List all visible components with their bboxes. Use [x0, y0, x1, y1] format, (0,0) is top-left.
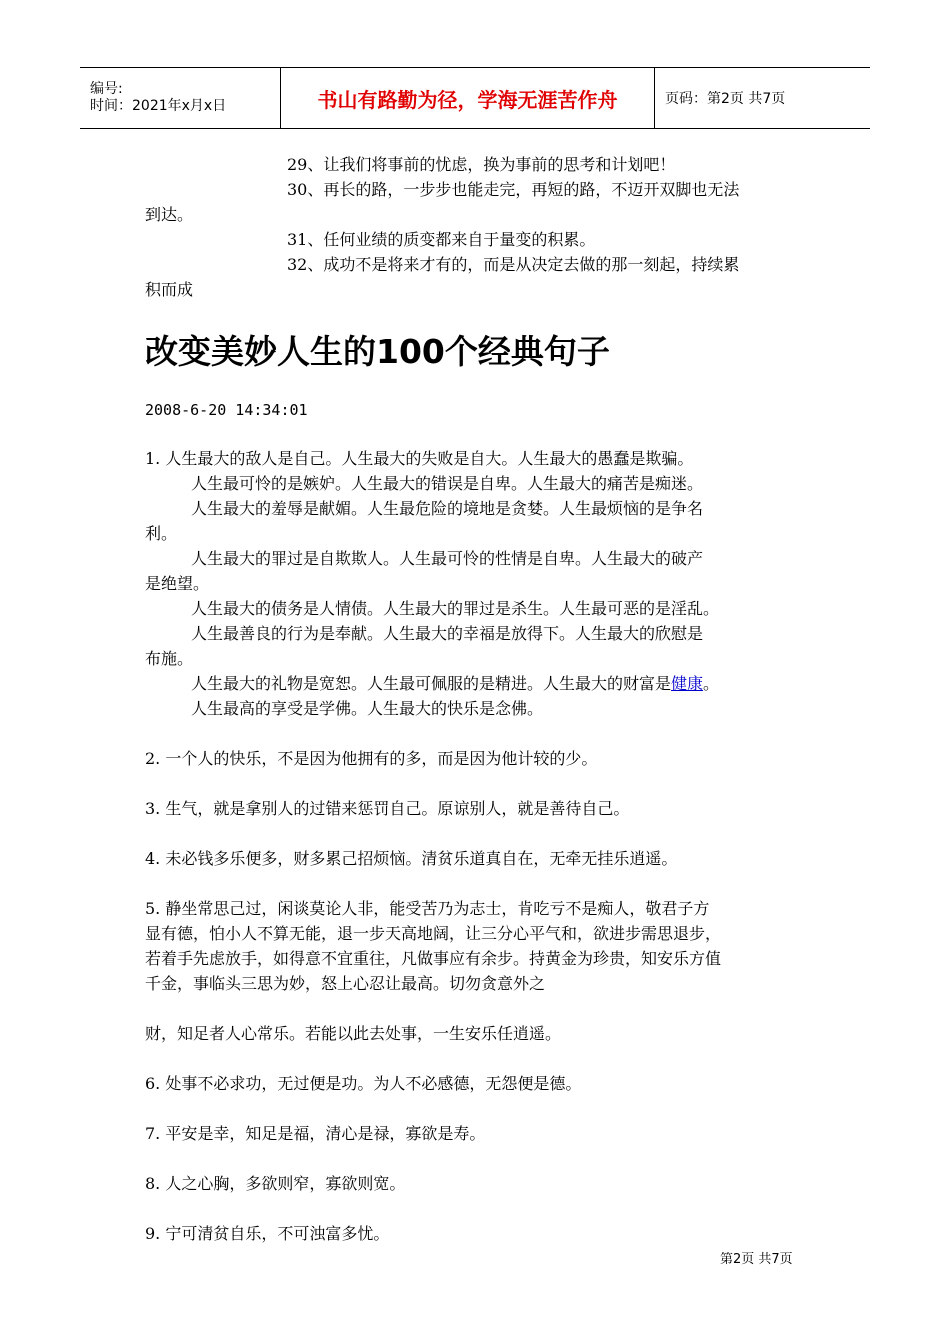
list-item-1-line-10	[145, 671, 810, 696]
list-item-1-line-10-text: 人生最大的礼物是宽恕。人生最可佩服的是精进。人生最大的财富是	[191, 674, 672, 693]
list-item-1-line-5: 人生最大的罪过是自欺欺人。人生最可怜的性情是自卑。人生最大的破产	[191, 549, 704, 568]
list-item-5-line-4: 千金，事临头三思为妙，怒上心忍让最高。切勿贪意外之	[145, 974, 546, 993]
list-item-8: 8. 人之心胸，多欲则窄，寡欲则宽。	[145, 1174, 406, 1193]
intro-line-31: 31、任何业绩的质变都来自于量变的积累。	[287, 230, 596, 249]
list-item-1-line-10-end: 。	[703, 674, 720, 693]
list-item-5-line-2: 显有德，怕小人不算无能，退一步天高地阔，让三分心平气和，欲进步需思退步，	[145, 924, 722, 943]
list-item-2: 2. 一个人的快乐，不是因为他拥有的多，而是因为他计较的少。	[145, 749, 598, 768]
article-date: 2008-6-20 14:34:01	[145, 401, 308, 419]
list-item-1-line-4: 利。	[145, 524, 178, 543]
list-item-4: 4. 未必钱多乐便多，财多累己招烦恼。清贫乐道真自在，无牵无挂乐逍遥。	[145, 849, 678, 868]
intro-line-29: 29、让我们将事前的忧虑，换为事前的思考和计划吧！	[287, 155, 676, 174]
list-item-1-line-9: 布施。	[145, 649, 194, 668]
intro-line-30b: 到达。	[145, 205, 194, 224]
list-item-9: 9. 宁可清贫自乐，不可浊富多忧。	[145, 1224, 390, 1243]
list-item-1-line-8: 人生最善良的行为是奉献。人生最大的幸福是放得下。人生最大的欣慰是	[191, 624, 704, 643]
page-footer: 第2页 共7页	[720, 1252, 793, 1267]
header-meta	[80, 68, 281, 128]
time-label: 时间：2021年x月x日	[90, 98, 227, 114]
page-header	[80, 67, 870, 129]
list-item-5-line-5: 财，知足者人心常乐。若能以此去处事，一生安乐任逍遥。	[145, 1024, 562, 1043]
intro-line-32a: 32、成功不是将来才有的，而是从决定去做的那一刻起，持续累	[287, 255, 740, 274]
list-item-1-line-7: 人生最大的债务是人情债。人生最大的罪过是杀生。人生最可恶的是淫乱。	[191, 599, 720, 618]
intro-line-32b: 积而成	[145, 280, 194, 299]
article-title: 改变美妙人生的100个经典句子	[145, 332, 610, 371]
list-item-1-line-2: 人生最可怜的是嫉妒。人生最大的错误是自卑。人生最大的痛苦是痴迷。	[191, 474, 704, 493]
code-label: 编号:	[90, 81, 123, 97]
list-item-1-line-11: 人生最高的享受是学佛。人生最大的快乐是念佛。	[191, 699, 544, 718]
header-page-label: 页码：第2页 共7页	[665, 91, 786, 107]
list-item-5-line-3: 若着手先虑放手，如得意不宜重往，凡做事应有余步。持黄金为珍贵，知安乐方值	[145, 949, 722, 968]
document-body	[145, 152, 810, 1246]
intro-line-30a: 30、再长的路，一步步也能走完，再短的路，不迈开双脚也无法	[287, 180, 740, 199]
health-link[interactable]: 健康	[671, 674, 704, 693]
list-item-1-line-6: 是绝望。	[145, 574, 210, 593]
header-motto: 书山有路勤为径，学海无涯苦作舟	[281, 68, 655, 128]
list-item-5-line-1: 5. 静坐常思己过，闲谈莫论人非，能受苦乃为志士，肯吃亏不是痴人，敬君子方	[145, 899, 710, 918]
list-item-1-line-3: 人生最大的羞辱是献媚。人生最危险的境地是贪婪。人生最烦恼的是争名	[191, 499, 704, 518]
list-item-6: 6. 处事不必求功，无过便是功。为人不必感德，无怨便是德。	[145, 1074, 582, 1093]
list-item-3: 3. 生气，就是拿别人的过错来惩罚自己。原谅别人，就是善待自己。	[145, 799, 630, 818]
list-item-1-line-1: 1. 人生最大的敌人是自己。人生最大的失败是自大。人生最大的愚蠢是欺骗。	[145, 449, 694, 468]
list-item-7: 7. 平安是幸，知足是福，清心是禄，寡欲是寿。	[145, 1124, 486, 1143]
